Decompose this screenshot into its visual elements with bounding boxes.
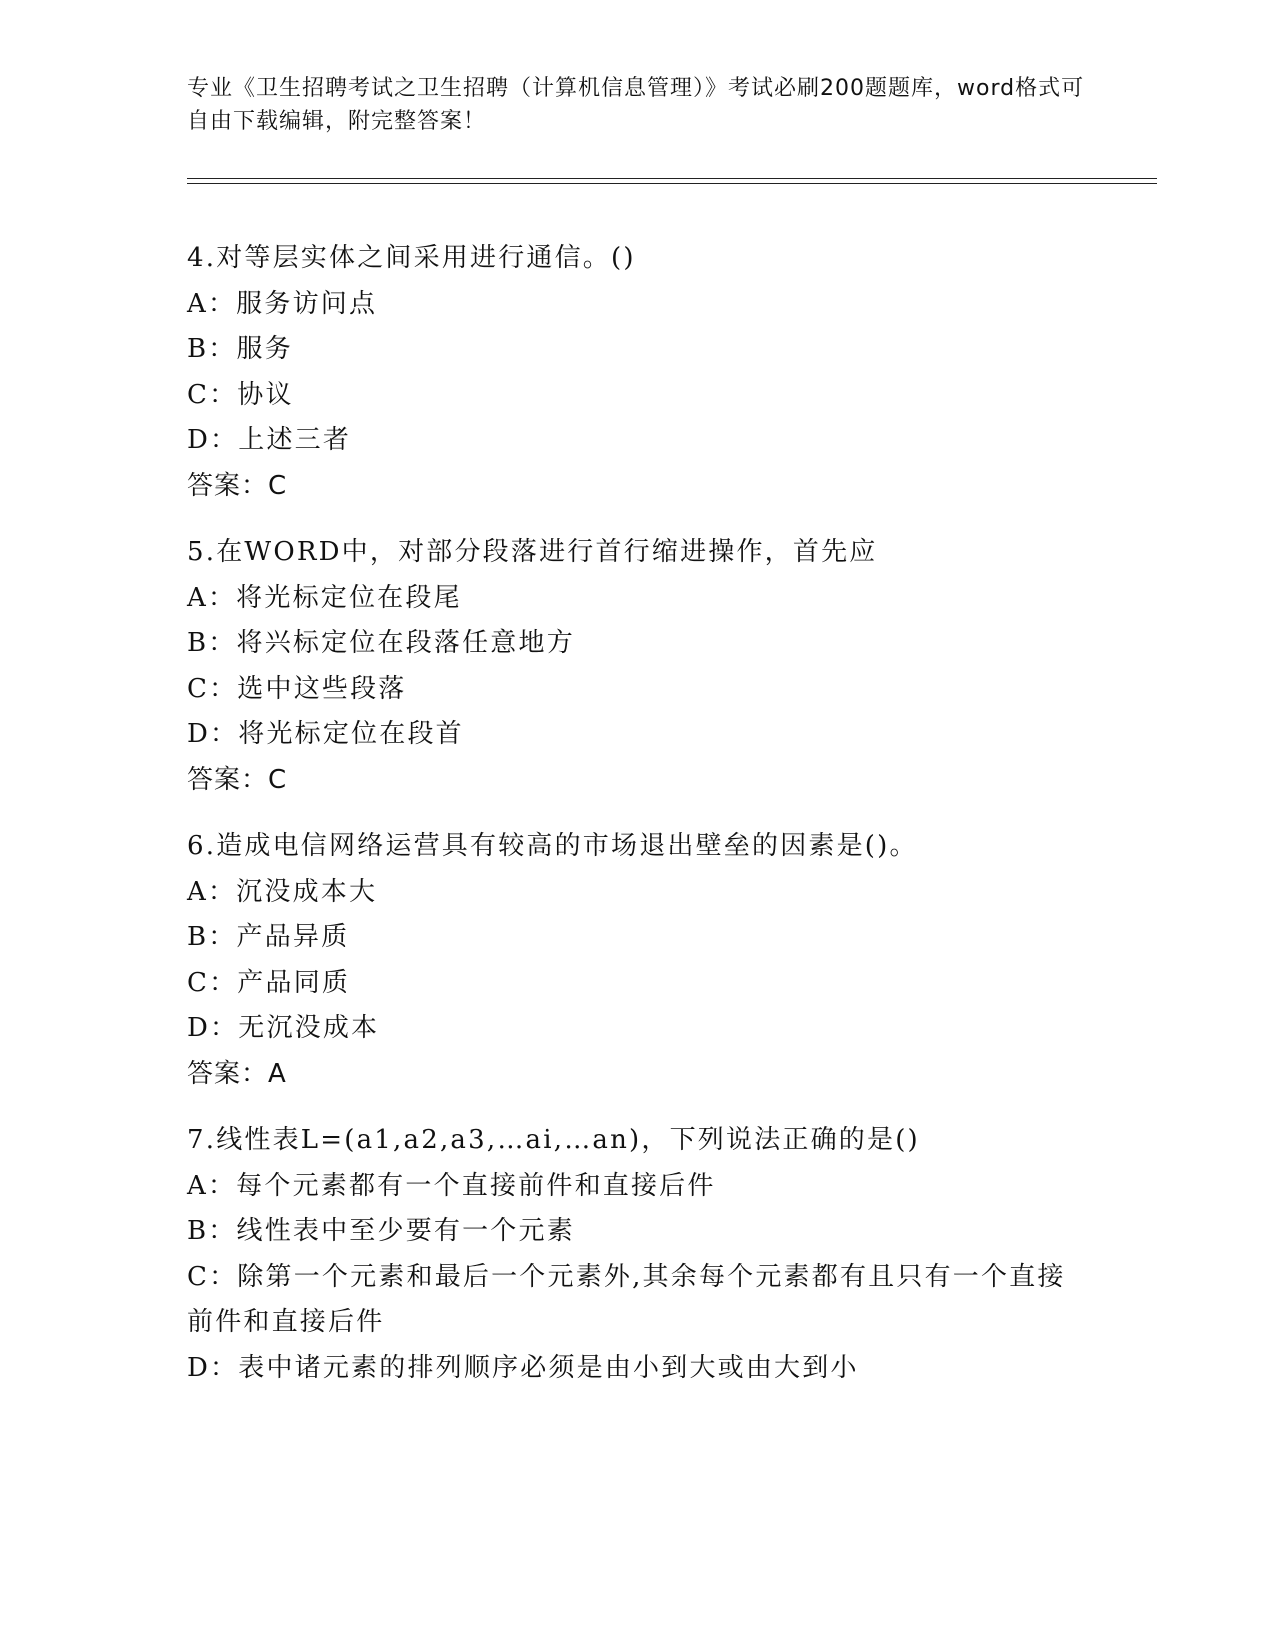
question-6 — [187, 824, 1147, 1097]
question-stem: 5.在WORD中，对部分段落进行首行缩进操作，首先应 — [187, 537, 878, 567]
option-a: A：服务访问点 — [187, 288, 378, 319]
header-divider-bottom — [187, 183, 1157, 184]
option-a: A：沉没成本大 — [187, 876, 378, 907]
answer: 答案：A — [187, 1058, 287, 1089]
header-divider-top — [187, 178, 1157, 179]
option-b: B：将兴标定位在段落任意地方 — [187, 628, 575, 658]
question-5 — [187, 530, 1147, 803]
option-d: D：表中诸元素的排列顺序必须是由小到大或由大到小 — [187, 1352, 859, 1383]
option-c: C：产品同质 — [187, 967, 351, 998]
option-c: C：协议 — [187, 379, 294, 410]
option-c: C：选中这些段落 — [187, 673, 407, 704]
question-stem: 6.造成电信网络运营具有较高的市场退出壁垒的因素是()。 — [187, 831, 918, 861]
question-7 — [187, 1118, 1147, 1391]
option-b: B：服务 — [187, 334, 293, 364]
option-b: B：线性表中至少要有一个元素 — [187, 1216, 575, 1246]
option-c: C：除第一个元素和最后一个元素外,其余每个元素都有且只有一个直接前件和直接后件 — [187, 1261, 1066, 1337]
option-d: D：上述三者 — [187, 425, 352, 455]
option-d: D：将光标定位在段首 — [187, 719, 464, 749]
question-4 — [187, 236, 1147, 509]
answer: 答案：C — [187, 470, 288, 501]
option-a: A：每个元素都有一个直接前件和直接后件 — [187, 1170, 716, 1201]
option-a: A：将光标定位在段尾 — [187, 582, 462, 613]
question-list — [187, 236, 1147, 1412]
question-stem: 4.对等层实体之间采用进行通信。() — [187, 243, 636, 273]
answer: 答案：C — [187, 764, 288, 795]
document-header: 专业《卫生招聘考试之卫生招聘（计算机信息管理）》考试必刷200题题库，word格式可自由下载编辑，附完整答案！ — [187, 76, 1085, 134]
option-b: B：产品异质 — [187, 922, 350, 952]
option-d: D：无沉没成本 — [187, 1013, 380, 1043]
question-stem: 7.线性表L=(a1,a2,a3,…ai,…an)，下列说法正确的是() — [187, 1125, 920, 1155]
